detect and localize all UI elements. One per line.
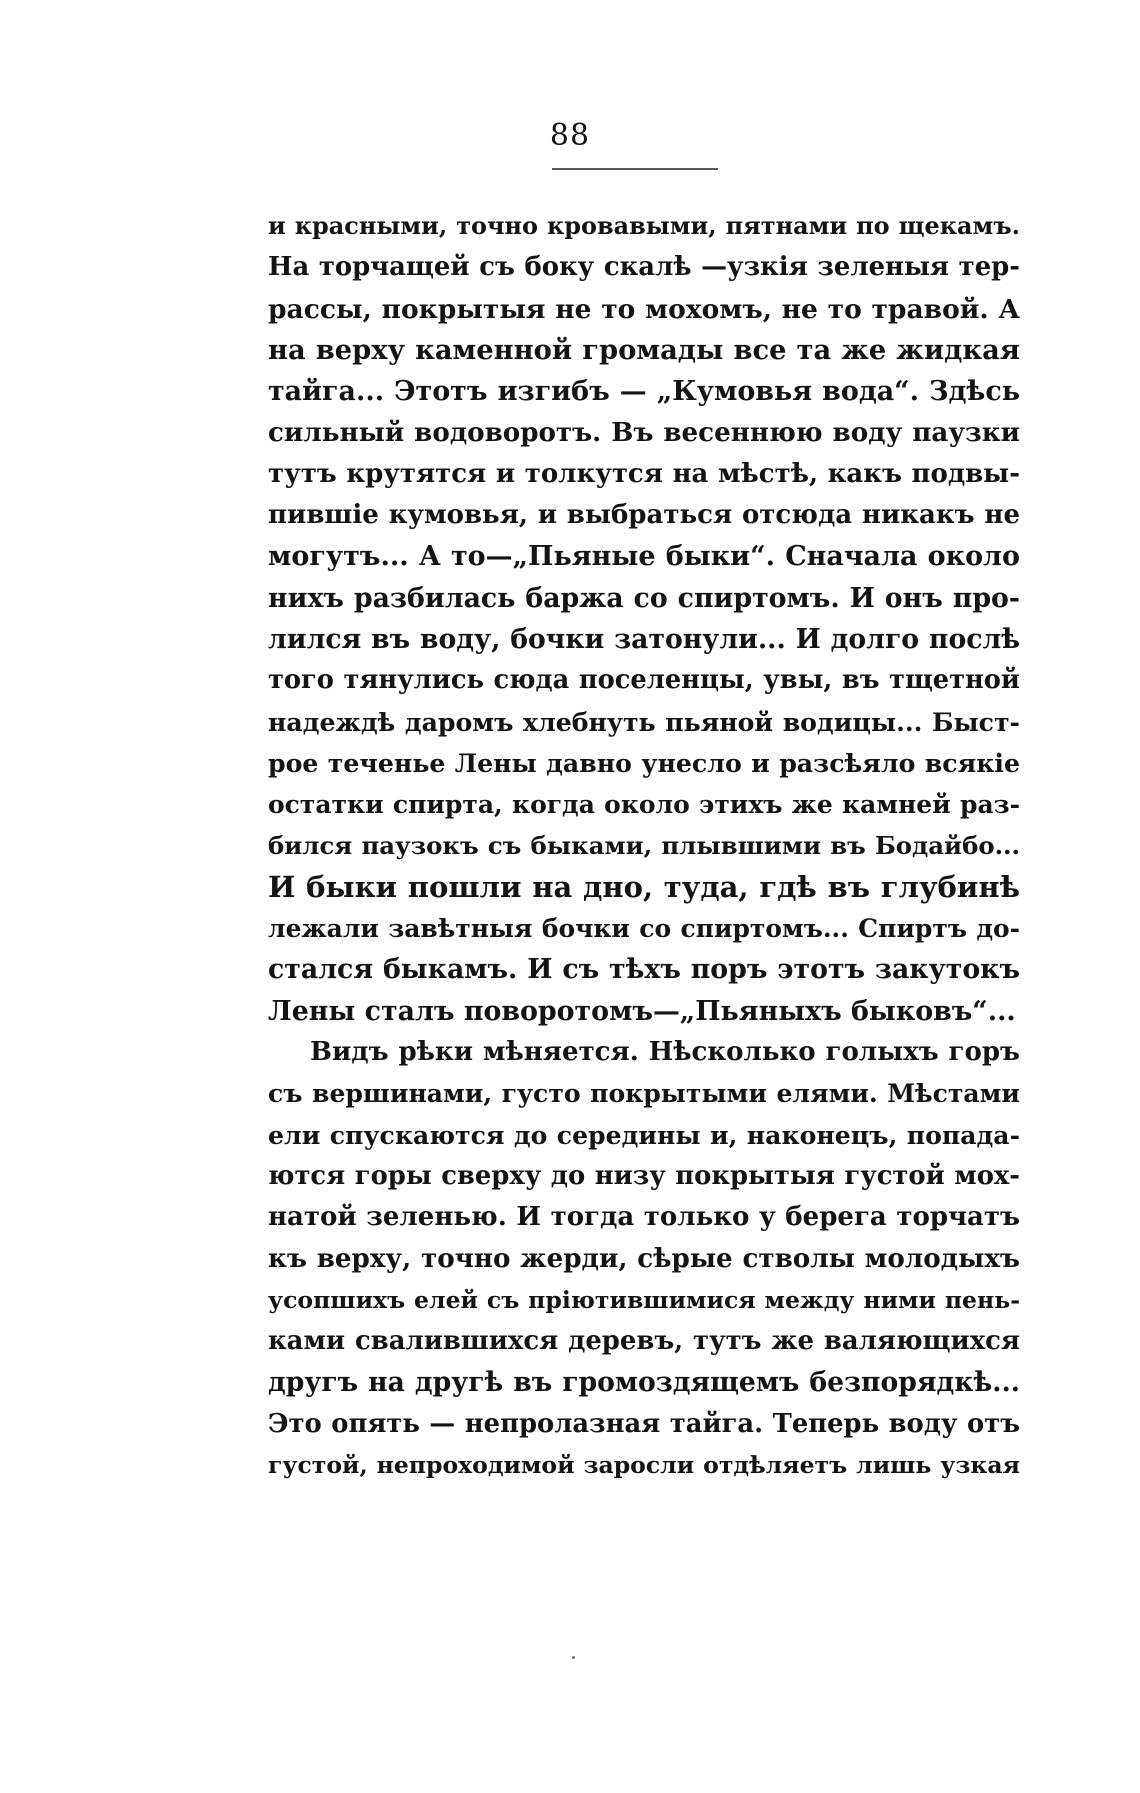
text-line: сильный водоворотъ. Въ весеннюю воду паузки (268, 417, 1020, 449)
paragraph-end-line: Лены сталъ поворотомъ—„Пьяныхъ быковъ“... (268, 995, 1016, 1027)
text-line: лился въ воду, бочки затонули... И долго послѣ (268, 623, 1020, 655)
text-line: нихъ разбилась баржа со спиртомъ. И онъ про- (268, 582, 1020, 614)
text-line: могутъ... А то—„Пьяные быки“. Сначала около (268, 541, 1020, 573)
text-line: густой, непроходимой заросли отдѣляетъ лишь узкая (268, 1450, 1020, 1479)
text-line: надеждѣ даромъ хлебнуть пьяной водицы... Быст- (268, 706, 1020, 737)
text-line: И быки пошли на дно, туда, гдѣ въ глубинѣ (268, 869, 1020, 904)
text-line: того тянулись сюда поселенцы, увы, въ тщетной (268, 665, 1020, 696)
text-line: къ верху, точно жерди, сѣрые стволы молодыхъ (268, 1243, 1020, 1275)
text-line: съ вершинами, густо покрытыми елями. Мѣстами (268, 1078, 1020, 1109)
text-line: ками свалившихся деревъ, тутъ же валяющихся (268, 1326, 1020, 1357)
text-line: бился паузокъ съ быками, плывшими въ Бодайбо... (268, 831, 1020, 861)
text-line: лежали завѣтныя бочки со спиртомъ... Спиртъ до- (268, 914, 1020, 944)
text-line: остатки спирта, когда около этихъ же камней раз- (268, 790, 1020, 820)
body-text (268, 206, 1020, 1486)
text-line: ели спускаются до середины и, наконецъ, попада- (268, 1119, 1020, 1150)
text-line: натой зеленью. И тогда только у берега торчатъ (268, 1202, 1020, 1233)
text-line: тайга... Этотъ изгибъ — „Кумовья вода“. Здѣсь (268, 376, 1020, 408)
text-line: рое теченье Лены давно унесло и разсѣяло всякіе (268, 747, 1020, 778)
text-line: пившіе кумовья, и выбраться отсюда никакъ не (268, 500, 1020, 531)
text-line: Это опять — непролазная тайга. Теперь воду отъ (268, 1408, 1020, 1439)
page-number: 88 (549, 118, 591, 153)
text-line: рассы, покрытыя не то мохомъ, не то травой. А (268, 293, 1020, 325)
text-line: усопшихъ елей съ пріютившимися между ними пень- (268, 1285, 1020, 1314)
text-line: и красными, точно кровавыми, пятнами по щекамъ. (268, 212, 1020, 240)
text-line: стался быкамъ. И съ тѣхъ поръ этотъ закутокъ (268, 954, 1020, 986)
text-line: тутъ крутятся и толкутся на мѣстѣ, какъ подвы- (268, 458, 1020, 489)
text-line: другъ на другѣ въ громоздящемъ безпорядкѣ... (268, 1367, 1020, 1399)
paragraph-start-line: Видъ рѣки мѣняется. Нѣсколько голыхъ горъ (310, 1036, 1020, 1067)
header-rule (552, 168, 718, 170)
text-line: на верху каменной громады все та же жидкая (268, 333, 1020, 366)
text-line: ются горы сверху до низу покрытыя густой мох- (268, 1160, 1020, 1191)
scan-speck (572, 1656, 575, 1659)
text-line: На торчащей съ боку скалѣ —узкія зеленыя тер- (268, 252, 1020, 283)
